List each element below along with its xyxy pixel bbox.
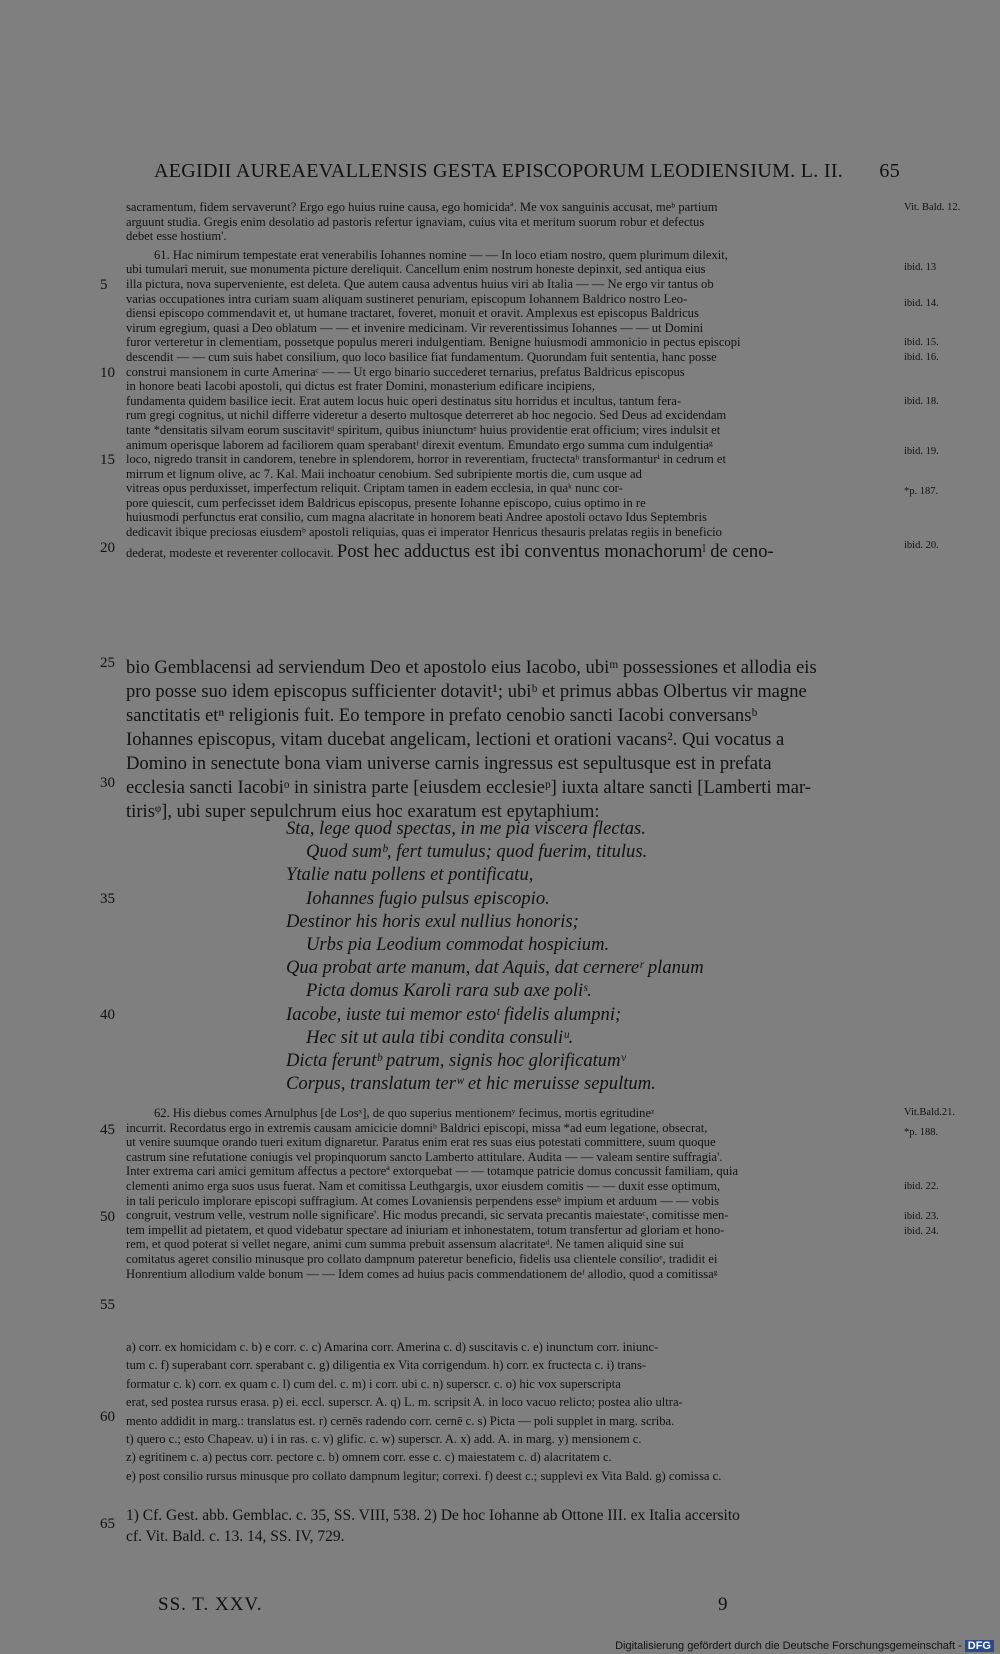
footnote-line: cf. Vit. Bald. c. 13. 14, SS. IV, 729.: [126, 1528, 345, 1545]
footnotes: [126, 1505, 896, 1547]
margin-ref: ibid. 23.: [904, 1211, 939, 1222]
line-number: 20: [100, 540, 115, 556]
text-line: descendit — — cum suis habet consilium, quo loco basilice fiat fundamentum. Quorundam fuit sententia, hanc posse: [126, 349, 717, 364]
verse-line: Quod sumᵇ, fert tumulus; quod fuerim, titulus.: [306, 841, 648, 863]
text-line-mixed: [126, 540, 896, 564]
text-line: comitatus ageret consilio minusque pro collato dampnum pateretur beneficio, fidelis usa clientele consilioᵉ, tradidit ei: [126, 1251, 718, 1266]
apparatus-line: e) post consilio rursus minusque pro collato dampnum legitur; correxi. f) deest c.; supplevi ex Vita Bald. g) comissa c.: [126, 1468, 722, 1483]
text-line: 61. Hac nimirum tempestate erat venerabilis Iohannes nomine — — In loco etiam nostro, quem plurimum dilexit,: [154, 247, 728, 262]
text-line: sacramentum, fidem servaverunt? Ergo ego huius ruine causa, ego homicidaª. Me vox sanguinis accusat, meᵇ partium: [126, 200, 718, 214]
body-text-large: [126, 656, 896, 824]
margin-ref: ibid. 20.: [904, 540, 939, 551]
text-line: in tali periculo implorare episcopi suffragium. At comes Lovaniensis perpendens esseᵇ impium et arduum — — vobis: [126, 1193, 720, 1208]
line-number: 45: [100, 1122, 115, 1138]
text-line: pore quiescit, cum perfecisset idem Baldricus episcopus, presente Iohanne episcopo, cuius optimo in re: [126, 495, 646, 510]
verse-line: Dicta feruntᵇ patrum, signis hoc glorificatumᵛ: [286, 1049, 626, 1071]
text-line: bio Gemblacensi ad serviendum Deo et apostolo eius Iacobo, ubiᵐ possessiones et allodia eis: [126, 657, 817, 678]
text-line: castrum sine refutatione coniugis vel propinquorum sancto Lamberto attitulare. Audita — — valeam sentire suffragia'.: [126, 1149, 723, 1164]
verse-line: Sta, lege quod spectas, in me pia viscera flectas.: [286, 818, 646, 839]
margin-ref: ibid. 19.: [904, 446, 939, 457]
margin-ref: ibid. 22.: [904, 1181, 939, 1192]
running-head: [154, 160, 900, 183]
text-line: huiusmodi perfunctus erat consilio, cum magna alacritate in honorem beati Andree apostoli octavo Idus Septembris: [126, 510, 707, 525]
line-number: 55: [100, 1297, 115, 1313]
verse-line: Destinor his horis exul nullius honoris;: [286, 910, 579, 932]
verse-line: Qua probat arte manum, dat Aquis, dat cernereʳ planum: [286, 957, 704, 979]
apparatus-line: tum c. f) superabant corr. sperabant c. g) diligentia ex Vita corrigendum. h) corr. ex fructecta c. i) trans-: [126, 1358, 647, 1373]
apparatus-line: t) quero c.; esto Chapeav. u) i in ras. c. v) glific. c. w) superscr. A. x) add. A. in marg. y) mensionem c.: [126, 1431, 642, 1446]
credit-text: Digitalisierung gefördert durch die Deutsche Forschungsgemeinschaft -: [615, 1640, 962, 1652]
margin-ref: ibid. 14.: [904, 298, 939, 309]
verse-line: Iacobe, iuste tui memor estoᵗ fidelis alumpni;: [286, 1003, 622, 1025]
apparatus-line: erat, sed postea rursus erasa. p) ei. eccl. superscr. A. q) L. m. scripsit A. in loco vacuo relicto; postea alio ultra-: [126, 1395, 683, 1410]
text-line: ut venire suumque orando tueri exitum dignaretur. Paratus enim erat res suas eius potestati committere, suum quoque: [126, 1135, 716, 1150]
margin-ref: ibid. 24.: [904, 1226, 939, 1237]
verse-line: Hec sit ut aula tibi condita consuliᵘ.: [306, 1026, 574, 1048]
large-text-tail: Post hec adductus est ibi conventus monachorumˡ de ceno-: [336, 540, 774, 562]
text-line: Iohannes episcopus, vitam ducebat angelicam, lectioni et orationi vacans². Qui vocatus a: [126, 729, 785, 750]
verse-line: Corpus, translatum terʷ et hic meruisse sepultum.: [286, 1073, 656, 1095]
text-line: furor verteretur in clementiam, possetque populus mereri indulgentiam. Benigne huiusmodi ammonicio in pectus episcopi: [126, 335, 741, 350]
line-number: 15: [100, 452, 115, 468]
text-line: ecclesia sancti Iacobiᵒ in sinistra parte [eiusdem ecclesieᵖ] iuxta altare sancti [Lamberti mar-: [126, 777, 811, 798]
text-line: sanctitatis etⁿ religionis fuit. Eo tempore in prefato cenobio sancti Iacobi conversansᵇ: [126, 705, 758, 726]
line-number: 60: [100, 1409, 115, 1425]
margin-ref: ibid. 16.: [904, 352, 939, 363]
text-line: in honore beati Iacobi apostoli, qui dictus est frater Domini, monasterium edificare incipiens,: [126, 379, 595, 394]
epitaph-verse: [286, 817, 746, 1095]
text-line: diensi episcopo commendavit et, ut humane tractaret, foveret, monuit et oravit. Amplexus est episcopus Baldricus: [126, 306, 699, 321]
apparatus-line: formatur c. k) corr. ex quam c. l) cum del. c. m) i corr. ubi c. n) superscr. c. o) hic vox superscripta: [126, 1376, 621, 1391]
text-line: Inter extrema cari amici gemitum affectus a pectoreª extorquebat — — totamque patricie domus concussit familiam, quia: [126, 1164, 739, 1179]
text-line: rum gregi cognitus, ut nichil differre videretur a deserto multosque deterreret ab hoc negocio. Sed Deus ad excidendam: [126, 408, 727, 423]
text-line: varias occupationes intra curiam suam aliquam sustineret penuriam, episcopum Iohannem Baldrico nostro Leo-: [126, 291, 688, 306]
text-line: arguunt studia. Gregis enim desolatio ad pastoris refertur ignaviam, cuius vita et meritum suorum robur et defectus: [126, 214, 705, 229]
verse-line: Urbs pia Leodium commodat hospicium.: [306, 933, 610, 955]
line-number: 30: [100, 775, 115, 791]
line-number: 50: [100, 1209, 115, 1225]
running-head-title: AEGIDII AUREAEVALLENSIS GESTA EPISCOPORUM LEODIENSIUM. L. II.: [154, 160, 844, 182]
text-line: tem impellit ad pietatem, et quod videbatur spectare ad iniuriam et inhonestatem, totum transfertur ad gloriam et hono-: [126, 1222, 725, 1237]
margin-ref: *p. 187.: [904, 486, 939, 497]
apparatus-line: z) egritinem c. a) pectus corr. pectore c. b) omnem corr. esse c. c) maiestatem c. d) alacritatem c.: [126, 1450, 612, 1465]
text-line: dedicavit ibique preciosas eiusdemᵇ apostoli reliquias, quas ei imperator Henricus thesauris prelatas regiis in beneficio: [126, 525, 722, 540]
footnote-line: 1) Cf. Gest. abb. Gemblac. c. 35, SS. VIII, 538. 2) De hoc Iohanne ab Ottone III. ex Italia accersito: [126, 1507, 740, 1524]
margin-ref: *p. 188.: [904, 1127, 939, 1138]
body-text-small-1: [126, 200, 896, 564]
text-line: debet esse hostium'.: [126, 229, 227, 244]
text-line: Honrentium allodium valde bonum — — Idem comes ad huius pacis commendationem deᶠ allodio, quod a comitissaᵍ: [126, 1266, 718, 1281]
text-line: dederat, modeste et reverenter collocavit.: [126, 545, 334, 560]
dfg-logo: DFG: [965, 1640, 994, 1652]
apparatus-line: a) corr. ex homicidam c. b) e corr. c. c) Amarina corr. Amerina c. d) suscitavis c. e) inunctum corr. iniunc-: [126, 1340, 659, 1354]
line-number: 5: [100, 277, 108, 293]
text-line: loco, nigredo transit in candorem, tenebre in splendorem, horror in reverentiam, fructectaʰ transformanturⁱ in cedrum et: [126, 452, 727, 467]
margin-ref: Vit. Bald. 12.: [904, 202, 961, 213]
margin-ref: ibid. 15.: [904, 337, 939, 348]
text-line: Domino in senectute bona viam universe carnis ingressus est sepultusque est in prefata: [126, 753, 772, 774]
digitization-credit: [615, 1640, 994, 1652]
line-number: 35: [100, 891, 115, 907]
verse-line: Iohannes fugio pulsus episcopio.: [306, 887, 550, 909]
text-line: fundamenta quidem basilice iecit. Erat autem locus huic operi destinatus situ horridus et incultus, tantum fera-: [126, 393, 682, 408]
line-number: 10: [100, 365, 115, 381]
text-line: tirisᵠ], ubi super sepulchrum eius hoc exaratum est epytaphium:: [126, 801, 600, 822]
text-line: incurrit. Recordatus ergo in extremis causam amicicie domniᵇ Baldrici episcopi, missa *ad eum legatione, obsecrat,: [126, 1120, 708, 1135]
margin-ref: ibid. 18.: [904, 396, 939, 407]
apparatus-line: mento addidit in marg.: translatus est. r) cernēs radendo corr. cernē c. s) Picta — poli supplet in marg. scriba.: [126, 1413, 675, 1428]
verse-line: Ytalie natu pollens et pontificatu,: [286, 864, 534, 886]
sheet-number: 9: [718, 1594, 728, 1615]
text-line: animum operisque laborem ad faciliorem quam sperabantᶠ direxit eventum. Emundato ergo summa cum indulgentiaᵍ: [126, 437, 713, 452]
text-line: 62. His diebus comes Arnulphus [de Losˣ], de quo superius mentionemʸ fecimus, mortis egritudineᶻ: [154, 1106, 655, 1120]
text-line: congruit, vestrum velle, vestrum nolle significare'. Hic modus precandi, sic servata precantis maiestateᶜ, comitisse men-: [126, 1208, 729, 1223]
margin-ref: Vit.Bald.21.: [904, 1107, 955, 1118]
text-line: construi mansionem in curte Amerinaᶜ — — Ut ergo binario succederet ternarius, prefatus Baldricus episcopus: [126, 364, 685, 379]
verse-line: Picta domus Karoli rara sub axe poliˢ.: [306, 980, 592, 1002]
line-number: 25: [100, 655, 115, 671]
text-line: pro posse suo idem episcopus sufficienter dotavit¹; ubiᵇ et primus abbas Olbertus vir magne: [126, 681, 807, 702]
text-line: tante *densitatis silvam eorum suscitavitᵈ spiritum, quibus iniunctumᵉ huius providentie erat officium; vires indulsit et: [126, 422, 721, 437]
text-line: ubi tumulari meruit, sue monumenta picture dereliquit. Cancellum enim nostrum honeste depinxit, sed antiqua eius: [126, 262, 706, 277]
text-line: mirrum et lignum olive, ac 7. Kal. Maii inchoatur cenobium. Sed subripiente mortis die, cum usque ad: [126, 466, 642, 481]
text-line: clementi animo erga suos usus fuerat. Nam et comitissa Leuthgargis, uxor eiusdem comitis — — duxit esse optimum,: [126, 1178, 721, 1193]
signature-mark: SS. T. XXV.: [158, 1594, 263, 1615]
margin-ref: ibid. 13: [904, 262, 937, 273]
text-line: vitreas opus perduxisset, imperfectum reliquit. Criptam tamen in eadem ecclesia, in quaᵏ nunc cor-: [126, 481, 623, 496]
text-line: rem, et quod poterat si vellet negare, animi cum summa prebuit assensum alacritateᵈ. Ne tamen aliquid sine sui: [126, 1237, 684, 1252]
page-number: 65: [879, 160, 900, 182]
critical-apparatus: [126, 1338, 896, 1485]
text-line: virum egregium, quasi a Deo oblatum — — et invenire medicinam. Vir reverentissimus Iohannes — — ut Domini: [126, 320, 704, 335]
line-number: 40: [100, 1007, 115, 1023]
text-line: illa pictura, nova superveniente, est deleta. Que autem causa adventus huius viri ab Italia — — Ne ergo vir tantus ob: [126, 276, 714, 291]
body-text-small-2: [126, 1106, 896, 1281]
line-number: 65: [100, 1516, 115, 1532]
